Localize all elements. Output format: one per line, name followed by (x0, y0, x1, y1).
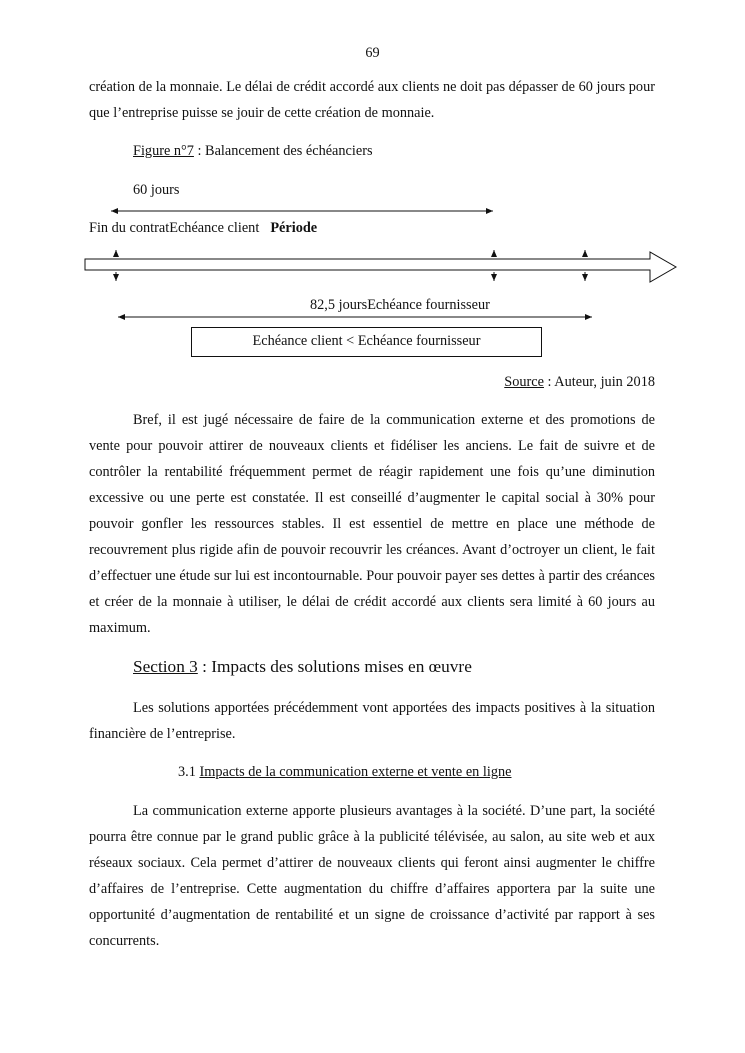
figure-title: : Balancement des échéanciers (193, 143, 373, 159)
paragraph-2: Les solutions apportées précédemment vont apportées des impacts positives à la situation financière de l’entreprise. (89, 700, 655, 742)
label-echeance-client: Echéance client (169, 220, 260, 236)
section-title: : Impacts des solutions mises en œuvre (197, 657, 472, 676)
source-text: : Auteur, juin 2018 (543, 374, 655, 390)
label-periode: Période (270, 220, 318, 236)
section-label: Section 3 (133, 657, 198, 676)
comparison-box: Echéance client < Echéance fournisseur (191, 327, 542, 357)
figure-label: Figure n°7 (133, 143, 194, 159)
label-fin-contrat: Fin du contrat (89, 220, 170, 236)
timeline-diagram (0, 0, 745, 370)
intro-paragraph: création de la monnaie. Le délai de crédit accordé aux clients ne doit pas dépasser de 60 jours pour que l’entreprise puisse se jouir de cette création de monnaie. (89, 79, 655, 121)
paragraph-1: Bref, il est jugé nécessaire de faire de la communication externe et des promotions de vente pour pouvoir attirer de nouveaux clients et fidéliser les anciens. Le fait de suivre et de contrôler la rentabilité fréquemment permet de réagir rapidement une fois qu’une diminution excessive ou une perte est constatée. Il est conseillé d’augmenter le capital social à 30% pour pouvoir gonfler les ressources stables. Il est essentiel de mettre en place une méthode de recouvrement plus rigide afin de pouvoir recouvrir les créances. Avant d’octroyer un client, le fait d’effectuer une étude sur lui est incontournable. Pour pouvoir payer ses dettes à partir des créances et créer de la monnaie à utiliser, le délai de crédit accordé aux clients sera limité à 60 jours au maximum. (89, 412, 655, 636)
figure-source (504, 374, 655, 391)
label-echeance-fournisseur: Echéance fournisseur (367, 297, 490, 313)
subsection-title: Impacts de la communication externe et vente en ligne (199, 764, 512, 780)
timeline-arrow (85, 252, 676, 282)
subsection-heading (178, 764, 511, 781)
subsection-number: 3.1 (178, 764, 200, 780)
label-60-jours: 60 jours (133, 182, 180, 198)
label-82-5-jours: 82,5 jours (310, 297, 368, 313)
timeline-bottom-labels (310, 297, 490, 314)
section-heading (133, 657, 472, 677)
source-label: Source (504, 374, 544, 390)
page-number: 69 (365, 45, 380, 61)
paragraph-3: La communication externe apporte plusieurs avantages à la société. D’une part, la société pourra être connue par le grand public grâce à la publicité télévisée, au salon, au site web et aux réseaux sociaux. Cela permet d’attirer de nouveaux clients qui feront ainsi augmenter le chiffre d’affaires de l’entreprise. Cette augmentation du chiffre d’affaires apportera par la suite une opportunité d’augmentation de rentabilité et un signe de croissance d’activité par rapport à ses concurrents. (89, 803, 655, 949)
